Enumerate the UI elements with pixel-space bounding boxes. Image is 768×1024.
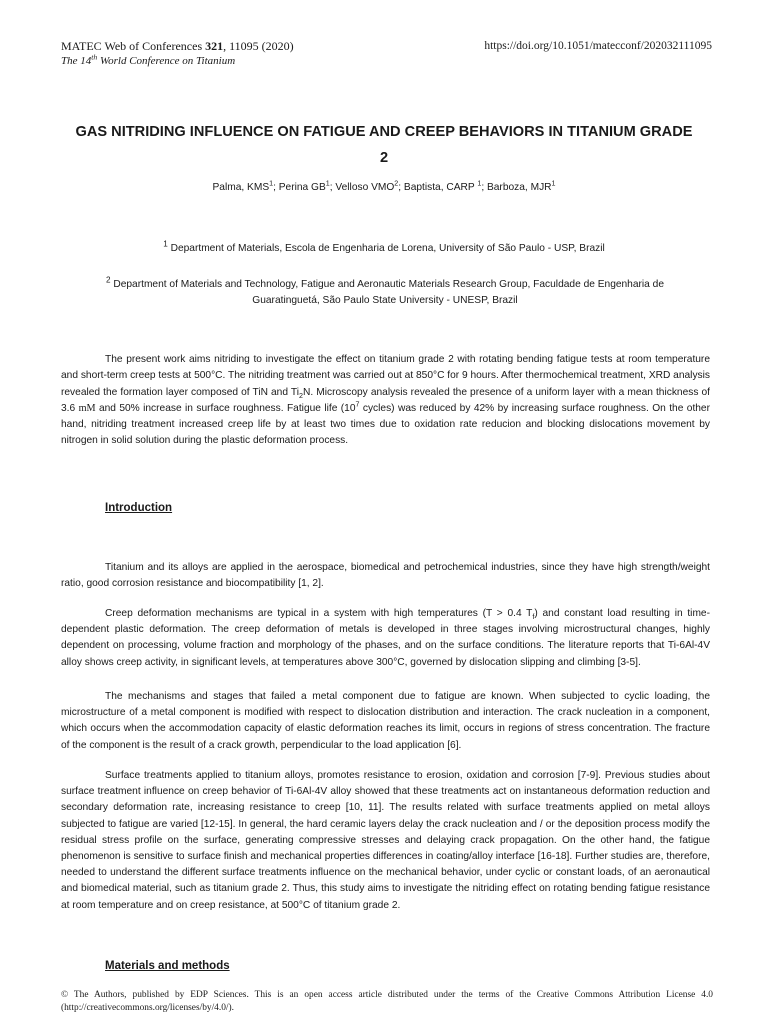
author-affil-mark: 1	[269, 179, 274, 188]
abstract-text: and 50% increase in surface roughness. Fatigue life (10	[95, 402, 356, 414]
author-affil-mark: 1	[325, 179, 330, 188]
affiliation-text: Department of Materials, Escola de Engenharia de Lorena, University of São Paulo - USP, Brazil	[167, 243, 605, 254]
doi-link[interactable]: https://doi.org/10.1051/matecconf/202032111095	[484, 40, 712, 52]
affiliation-text: Department of Materials and Technology, Fatigue and Aeronautic Materials Research Group, Faculdade de Engenharia de Guaratinguetá, São Paulo State University - UNESP, Brazil	[110, 279, 665, 306]
intro-paragraph-4: Surface treatments applied to titanium alloys, promotes resistance to erosion, oxidation and corrosion [7-9]. Previous studies about surface treatment influence on creep behavior of Ti-6Al-4V alloy showed that these treatments act on instantaneous deformation reduction and secondary deformation rate, increasing resistance to creep [10, 11]. The results related with surface treatments applied on metal alloys subjected to fatigue are varied [12-15]. In general, the hard ceramic layers delay the crack nucleation and / or the deposition process modify the residual stress profile on the surface, generating compressive stresses and delaying crack propagation. On the other hand, the fatigue phenomenon is sensitive to surface finish and mechanical properties differences in coating/alloy interface [16-18]. Further studies are, therefore, needed to understand the different surface treatments influence on the mechanical behavior, under cyclic or constant loads, of an aeronautical and biomedical material, such as titanium grade 2. Thus, this study aims to investigate the nitriding effect on rotating bending fatigue resistance at room temperature and on creep resistance, at 500°C of titanium grade 2.	[61, 770, 710, 911]
author-affil-mark: 1	[477, 179, 482, 188]
affiliation-mark: 1	[163, 239, 168, 249]
abstract-text: The present work aims nitriding to investigate the effect on titanium grade 2 with rotating bending fatigue tests at room temperature and short-term creep tests at 500°C. The nitriding treatment was carried out at 850°C for 9 hours. After thermochemical treatment, XRD analysis revealed the formation layer composed of TiN and Ti	[61, 354, 710, 398]
conference-prefix: The 14	[61, 55, 92, 67]
abstract-text: cycles) was reduced by 42% by increasing surface roughness. On the other hand, nitriding treatment increased creep life by at least two times due to oxidation rate reducion and blocking dislocations movement by nitrogen in solid solution during the plastic deformation process.	[61, 402, 710, 447]
license-footer: © The Authors, published by EDP Sciences. This is an open access article distributed under the terms of the Creative Commons Attribution License 4.0 (http://creativecommons.org/licenses/by/4.0/).	[61, 990, 713, 1013]
affiliation-2	[80, 277, 690, 309]
article-year: , 11095 (2020)	[223, 39, 294, 53]
paragraph-text: ) and constant load resulting in time-dependent plastic deformation. The creep deformation of metals is developed in three stages involving microstructural changes, highly dependent on processing, volume fraction and morphology of the phases, and on the surface conditions. The literature reports that Ti-6Al-4V alloy shows creep activity, in significant levels, at temperatures above 300°C, governed by dislocation slipping and climbing [3-5].	[61, 608, 710, 668]
author-affil-mark: 1	[551, 179, 556, 188]
abstract	[61, 352, 710, 450]
conference-ordinal: th	[91, 52, 98, 62]
paper-title: GAS NITRIDING INFLUENCE ON FATIGUE AND CREEP BEHAVIORS IN TITANIUM GRADE 2	[75, 124, 693, 166]
running-header-left	[61, 39, 294, 69]
author-name: ; Perina GB	[273, 182, 326, 193]
conference-name	[61, 54, 294, 69]
author-affil-mark: 2	[394, 179, 399, 188]
intro-paragraph-2	[61, 606, 710, 671]
intro-paragraph-1: Titanium and its alloys are applied in the aerospace, biomedical and petrochemical industries, since they have high strength/weight ratio, good corrosion resistance and biocompatibility [1, 2].	[61, 562, 710, 590]
author-name: ; Velloso VMO	[329, 182, 395, 193]
section-heading-introduction: Introduction	[105, 502, 173, 514]
paragraph-text: Creep deformation mechanisms are typical in a system with high temperatures (T > 0.4 T	[105, 608, 533, 619]
intro-paragraph-3: The mechanisms and stages that failed a metal component due to fatigue are known. When subjected to cyclic loading, the microstructure of a metal component is modified with respect to dislocation distribution and interaction. The crack nucleation in a component, which occurs when the accommodation capacity of elastic deformation reaches its limit, occurs in regions of stress concentration. The fracture of the component is the result of a crack growth, perpendicular to the load application [6].	[61, 691, 710, 751]
author-name: Palma, KMS	[212, 182, 270, 193]
journal-name: MATEC Web of Conferences	[61, 39, 203, 53]
section-heading-materials-methods: Materials and methods	[105, 960, 230, 972]
author-name: ; Barboza, MJR	[481, 182, 552, 193]
superscript: 7	[355, 400, 360, 409]
subscript: 2	[299, 391, 303, 400]
conference-suffix: World Conference on Titanium	[97, 55, 236, 67]
journal-volume: 321	[205, 39, 224, 53]
author-list	[64, 181, 704, 195]
subscript: f	[532, 613, 535, 622]
affiliation-1	[64, 241, 704, 256]
affiliation-mark: 2	[105, 275, 111, 285]
author-name: ; Baptista, CARP	[398, 182, 478, 193]
unit-symbol: mM	[78, 402, 96, 414]
abstract-text: N. Microscopy analysis revealed the presence of a uniform layer with a mean thickness of 3.6	[61, 386, 710, 414]
